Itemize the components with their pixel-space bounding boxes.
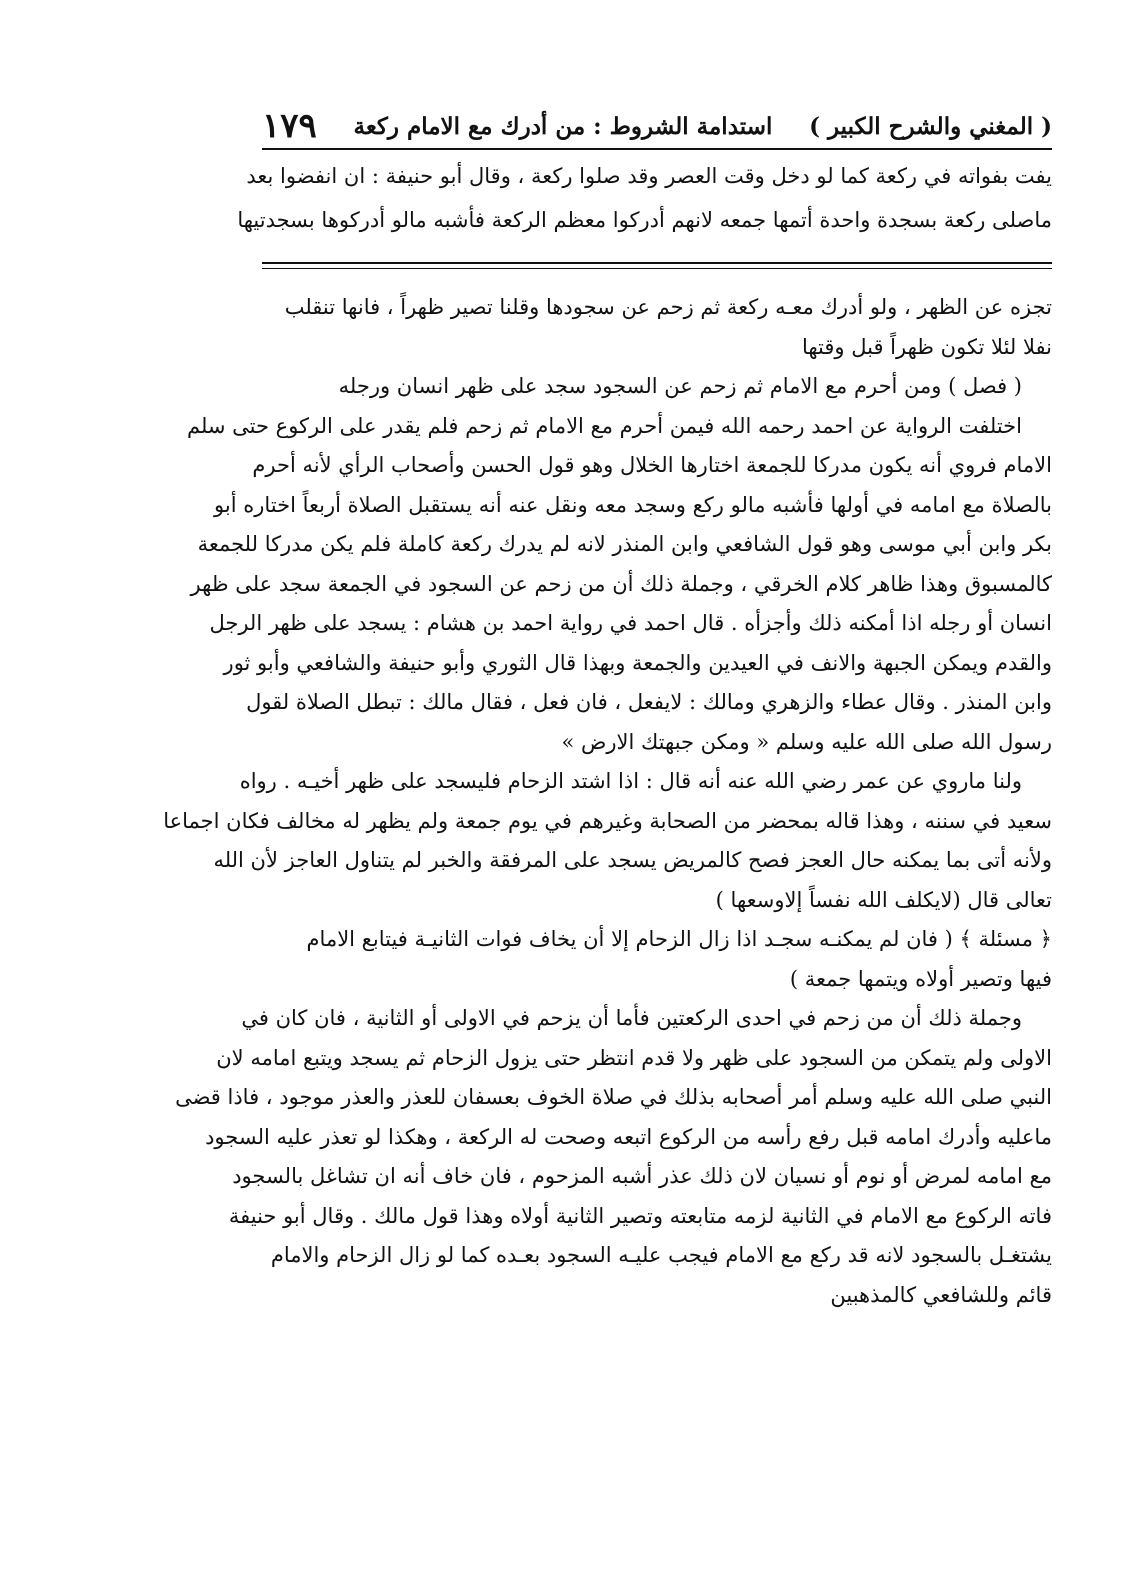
text-line: يشتغـل بالسجود لانه قد ركع مع الامام فيجب عليـه السجود بعـده كما لو زال الزحام والامام <box>270 1243 1052 1267</box>
text-line: ولنا ماروي عن عمر رضي الله عنه أنه قال : اذا اشتد الزحام فليسجد على ظهر أخيـه . رواه <box>239 769 1022 793</box>
text-line: انسان أو رجله اذا أمكنه ذلك وأجزأه . قال احمد في رواية احمد بن هشام : يسجد على ظهر الرجل <box>209 611 1052 635</box>
text-line: اختلفت الرواية عن احمد رحمه الله فيمن أحرم مع الامام ثم زحم فلم يقدر على الركوع حتى سلم <box>186 413 1022 438</box>
header-rule <box>262 148 1052 150</box>
text-line: قائم وللشافعي كالمذهبين <box>830 1282 1052 1307</box>
text-line: وجملة ذلك أن من زحم في احدى الركعتين فأما أن يزحم في الاولى أو الثانية ، فان كان في <box>241 1006 1022 1030</box>
text-line: الاولى ولم يتمكن من السجود على ظهر ولا قدم انتظر حتى يزول الزحام ثم يسجد ويتبع امامه لان <box>216 1045 1052 1070</box>
text-line: تعالى قال (لايكلف الله نفساً إلاوسعها ) <box>715 887 1052 912</box>
upper-text-block <box>237 154 1052 242</box>
text-line: سعيد في سننه ، وهذا قاله بمحضر من الصحابة وغيرهم في يوم جمعة ولم يظهر له مخالف فكان اجماعا <box>163 808 1052 833</box>
text-line: بكر وابن أبي موسى وهو قول الشافعي وابن المنذر لانه لم يدرك ركعة كاملة فلم يكن مدركا للجمعة <box>197 532 1052 556</box>
text-line: يفت بفواته في ركعة كما لو دخل وقت العصر وقد صلوا ركعة ، وقال أبو حنيفة : ان انفضوا بعد <box>246 164 1052 188</box>
running-header <box>262 104 1052 148</box>
book-title: ( المغني والشرح الكبير ) <box>809 112 1052 140</box>
text-line: ولأنه أتى بما يمكنه حال العجز فصح كالمريض يسجد على المرفقة والخبر لم يتناول العاجز لأن الله <box>213 848 1052 872</box>
text-line: ماصلى ركعة بسجدة واحدة أتمها جمعه لانهم أدركوا معظم الركعة فأشبه مالو أدركوها بسجدتيها <box>237 208 1052 232</box>
text-line: بالصلاة مع امامه في أولها فأشبه مالو ركع وسجد معه ونقل عنه أنه يستقبل الصلاة أربعاً اختاره أبو <box>214 492 1052 517</box>
text-line: ماعليه وأدرك امامه قبل رفع رأسه من الركوع اتبعه وصحت له الركعة ، وهكذا لو تعذر عليه السجود <box>205 1124 1052 1149</box>
text-line: النبي صلى الله عليه وسلم أمر أصحابه بذلك في صلاة الخوف بعسفان للعذر والعذر موجود ، فاذا قضى <box>175 1085 1052 1109</box>
text-line: فيها وتصير أولاه ويتمها جمعة ) <box>789 966 1052 991</box>
text-line: رسول الله صلى الله عليه وسلم « ومكن جبهتك الارض » <box>561 729 1052 754</box>
text-line: والقدم ويمكن الجبهة والانف في العيدين والجمعة وبهذا قال الثوري وأبو حنيفة والشافعي وأبو ثور <box>223 650 1052 675</box>
chapter-heading-line: ( فصل ) ومن أحرم مع الامام ثم زحم عن السجود سجد على ظهر انسان ورجله <box>338 374 1022 398</box>
text-line: الامام فروي أنه يكون مدركا للجمعة اختارها الخلال وهو قول الحسن وأصحاب الرأي لأنه أحرم <box>252 453 1052 477</box>
text-line: فاته الركوع مع الامام في الثانية لزمه متابعته وتصير الثانية أولاه وهذا قول مالك . وقال أبو حنيفة <box>228 1203 1052 1228</box>
section-title: استدامة الشروط : من أدرك مع الامام ركعة <box>353 112 773 140</box>
text-line: نفلا لئلا تكون ظهراً قبل وقتها <box>801 334 1052 359</box>
main-text-block <box>163 288 1052 1315</box>
text-line: تجزه عن الظهر ، ولو أدرك معـه ركعة ثم زحم عن سجودها وقلنا تصير ظهراً ، فانها تنقلب <box>284 295 1052 319</box>
text-line: كالمسبوق وهذا ظاهر كلام الخرقي ، وجملة ذلك أن من زحم عن السجود في الجمعة سجد على ظهر <box>190 571 1052 596</box>
text-line: مع امامه لمرض أو نوم أو نسيان لان ذلك عذر أشبه المزحوم ، فان خاف أنه ان تشاغل بالسجود <box>232 1164 1052 1188</box>
text-line: وابن المنذر . وقال عطاء والزهري ومالك : لايفعل ، فان فعل ، فقال مالك : تبطل الصلاة لقول <box>246 690 1052 714</box>
section-divider <box>262 262 1052 269</box>
page-number: ١٧٩ <box>262 106 317 146</box>
issue-heading-line: ﴿ مسئلة ﴾ ( فان لم يمكنـه سجـد اذا زال الزحام إلا أن يخاف فوات الثانيـة فيتابع الامام <box>306 927 1052 951</box>
